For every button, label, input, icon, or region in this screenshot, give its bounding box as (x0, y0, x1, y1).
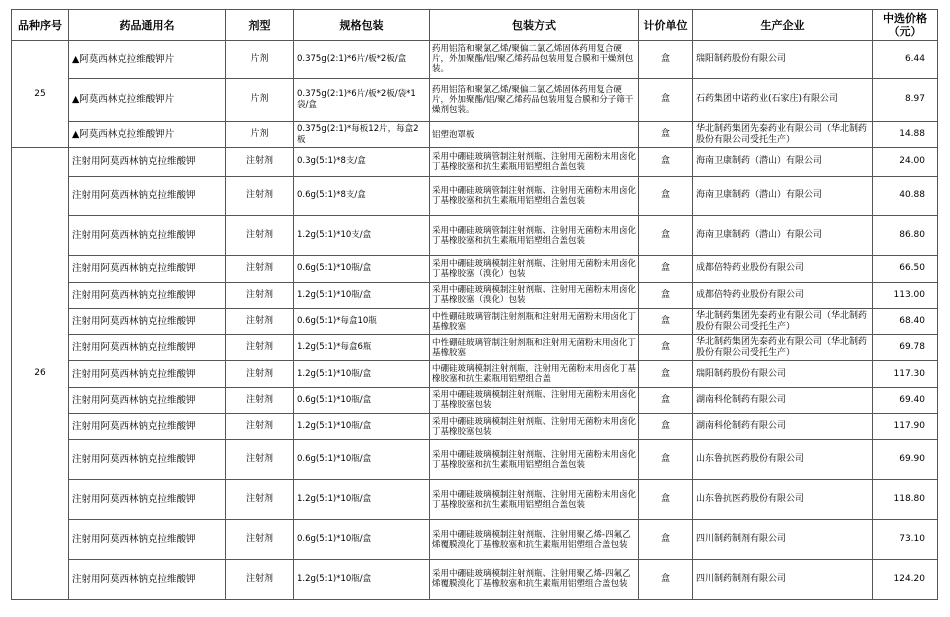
price-cell: 117.90 (873, 413, 938, 439)
table-row (12, 480, 938, 520)
packaging-cell: 中性硼硅玻璃管制注射剂瓶和注射用无菌粉末用卤化丁基橡胶塞 (430, 308, 639, 334)
header-cell-price: 中选价格 （元） (873, 10, 938, 41)
manufacturer-cell: 瑞阳制药股份有限公司 (693, 361, 873, 387)
unit-cell: 盒 (639, 335, 693, 361)
table-row (12, 176, 938, 216)
packaging-cell: 采用中硼硅玻璃管制注射剂瓶、注射用无菌粉末用卤化丁基橡胶塞和抗生素瓶用铝塑组合盖包装 (430, 176, 639, 216)
table-row (12, 282, 938, 308)
price-cell: 117.30 (873, 361, 938, 387)
packaging-cell: 采用中硼硅玻璃管制注射剂瓶、注射用无菌粉末用卤化丁基橡胶塞和抗生素瓶用铝塑组合盖包装 (430, 148, 639, 176)
dosage-form-cell: 注射剂 (226, 308, 294, 334)
unit-cell: 盒 (639, 121, 693, 147)
drug-name-cell: 注射用阿莫西林钠克拉维酸钾 (69, 256, 226, 282)
table-row (12, 335, 938, 361)
spec-cell: 0.6g(5:1)*每盒10瓶 (294, 308, 430, 334)
unit-cell: 盒 (639, 41, 693, 79)
dosage-form-cell: 注射剂 (226, 148, 294, 176)
price-cell: 66.50 (873, 256, 938, 282)
unit-cell: 盒 (639, 216, 693, 256)
manufacturer-cell: 湖南科伦制药有限公司 (693, 413, 873, 439)
unit-cell: 盒 (639, 176, 693, 216)
packaging-cell: 采用中硼硅玻璃管制注射剂瓶、注射用无菌粉末用卤化丁基橡胶塞和抗生素瓶用铝塑组合盖包装 (430, 216, 639, 256)
manufacturer-cell: 湖南科伦制药有限公司 (693, 387, 873, 413)
spec-cell: 1.2g(5:1)*10支/盒 (294, 216, 430, 256)
packaging-cell: 采用中硼硅玻璃模制注射剂瓶、注射用无菌粉末用卤化丁基橡胶塞和抗生素瓶用铝塑组合盖包装 (430, 480, 639, 520)
drug-name-cell: 注射用阿莫西林钠克拉维酸钾 (69, 176, 226, 216)
spec-cell: 1.2g(5:1)*10瓶/盒 (294, 282, 430, 308)
spec-cell: 1.2g(5:1)*每盒6瓶 (294, 335, 430, 361)
drug-name-cell: 注射用阿莫西林钠克拉维酸钾 (69, 440, 226, 480)
dosage-form-cell: 注射剂 (226, 387, 294, 413)
packaging-cell: 中硼硅玻璃模制注射剂瓶，注射用无菌粉末用卤化丁基橡胶塞和抗生素瓶用铝塑组合盖 (430, 361, 639, 387)
drug-name-cell: ▲阿莫西林克拉维酸钾片 (69, 41, 226, 79)
unit-cell: 盒 (639, 78, 693, 121)
dosage-form-cell: 注射剂 (226, 480, 294, 520)
header-cell-unit: 计价单位 (639, 10, 693, 41)
dosage-form-cell: 注射剂 (226, 361, 294, 387)
drug-name-cell: ▲阿莫西林克拉维酸钾片 (69, 78, 226, 121)
drug-name-cell: 注射用阿莫西林钠克拉维酸钾 (69, 308, 226, 334)
spec-cell: 0.375g(2:1)*6片/板*2板/盒 (294, 41, 430, 79)
manufacturer-cell: 山东鲁抗医药股份有限公司 (693, 480, 873, 520)
price-cell: 69.78 (873, 335, 938, 361)
manufacturer-cell: 四川制药制剂有限公司 (693, 559, 873, 599)
dosage-form-cell: 注射剂 (226, 176, 294, 216)
header-cell-pack: 包装方式 (430, 10, 639, 41)
packaging-cell: 药用铝箔和聚氯乙烯/聚偏二氯乙烯固体药用复合硬片，外加聚酯/铝/聚乙烯药品包装用复合膜和干燥剂包装。 (430, 41, 639, 79)
spec-cell: 0.6g(5:1)*10瓶/盒 (294, 440, 430, 480)
drug-name-cell: 注射用阿莫西林钠克拉维酸钾 (69, 282, 226, 308)
packaging-cell: 铝塑泡罩板 (430, 121, 639, 147)
drug-price-table (11, 9, 938, 600)
unit-cell: 盒 (639, 559, 693, 599)
packaging-cell: 采用中硼硅玻璃模制注射剂瓶、注射用无菌粉末用卤化丁基橡胶塞和抗生素瓶用铝塑组合盖包装 (430, 440, 639, 480)
dosage-form-cell: 注射剂 (226, 256, 294, 282)
header-cell-form: 剂型 (226, 10, 294, 41)
price-cell: 6.44 (873, 41, 938, 79)
drug-name-cell: 注射用阿莫西林钠克拉维酸钾 (69, 148, 226, 176)
spec-cell: 1.2g(5:1)*10瓶/盒 (294, 413, 430, 439)
header-cell-maker: 生产企业 (693, 10, 873, 41)
manufacturer-cell: 四川制药制剂有限公司 (693, 520, 873, 560)
manufacturer-cell: 瑞阳制药股份有限公司 (693, 41, 873, 79)
manufacturer-cell: 山东鲁抗医药股份有限公司 (693, 440, 873, 480)
drug-name-cell: 注射用阿莫西林钠克拉维酸钾 (69, 559, 226, 599)
spec-cell: 0.6g(5:1)*10瓶/盒 (294, 256, 430, 282)
spec-cell: 1.2g(5:1)*10瓶/盒 (294, 480, 430, 520)
dosage-form-cell: 片剂 (226, 121, 294, 147)
table-row (12, 148, 938, 176)
drug-name-cell: 注射用阿莫西林钠克拉维酸钾 (69, 413, 226, 439)
drug-name-cell: 注射用阿莫西林钠克拉维酸钾 (69, 387, 226, 413)
table-row (12, 256, 938, 282)
spec-cell: 0.375g(2:1)*6片/板*2板/袋*1袋/盒 (294, 78, 430, 121)
price-cell: 73.10 (873, 520, 938, 560)
manufacturer-cell: 海南卫康制药（潜山）有限公司 (693, 148, 873, 176)
unit-cell: 盒 (639, 413, 693, 439)
dosage-form-cell: 注射剂 (226, 216, 294, 256)
packaging-cell: 中性硼硅玻璃管制注射剂瓶和注射用无菌粉末用卤化丁基橡胶塞 (430, 335, 639, 361)
price-cell: 68.40 (873, 308, 938, 334)
drug-name-cell: 注射用阿莫西林钠克拉维酸钾 (69, 335, 226, 361)
dosage-form-cell: 注射剂 (226, 520, 294, 560)
table-row (12, 413, 938, 439)
manufacturer-cell: 石药集团中诺药业(石家庄)有限公司 (693, 78, 873, 121)
header-row (12, 10, 938, 41)
manufacturer-cell: 海南卫康制药（潜山）有限公司 (693, 216, 873, 256)
price-cell: 124.20 (873, 559, 938, 599)
dosage-form-cell: 片剂 (226, 78, 294, 121)
spec-cell: 0.375g(2:1)*每板12片，每盒2板 (294, 121, 430, 147)
drug-name-cell: 注射用阿莫西林钠克拉维酸钾 (69, 361, 226, 387)
packaging-cell: 采用中硼硅玻璃模制注射剂瓶、注射用无菌粉末用卤化丁基橡胶塞包装 (430, 387, 639, 413)
packaging-cell: 采用中硼硅玻璃模制注射剂瓶、注射用聚乙烯-四氟乙烯覆膜溴化丁基橡胶塞和抗生素瓶用铝塑组合盖包装 (430, 520, 639, 560)
table-body (12, 41, 938, 600)
price-cell: 86.80 (873, 216, 938, 256)
manufacturer-cell: 华北制药集团先泰药业有限公司（华北制药股份有限公司受托生产） (693, 308, 873, 334)
drug-name-cell: 注射用阿莫西林钠克拉维酸钾 (69, 520, 226, 560)
manufacturer-cell: 成都倍特药业股份有限公司 (693, 256, 873, 282)
dosage-form-cell: 注射剂 (226, 282, 294, 308)
dosage-form-cell: 注射剂 (226, 413, 294, 439)
spec-cell: 1.2g(5:1)*10瓶/盒 (294, 361, 430, 387)
price-cell: 118.80 (873, 480, 938, 520)
table-row (12, 121, 938, 147)
drug-name-cell: 注射用阿莫西林钠克拉维酸钾 (69, 216, 226, 256)
spec-cell: 0.6g(5:1)*10瓶/盒 (294, 387, 430, 413)
unit-cell: 盒 (639, 520, 693, 560)
table-row (12, 361, 938, 387)
group-seq-cell: 25 (12, 41, 69, 148)
drug-name-cell: 注射用阿莫西林钠克拉维酸钾 (69, 480, 226, 520)
spec-cell: 0.3g(5:1)*8支/盒 (294, 148, 430, 176)
table-row (12, 559, 938, 599)
unit-cell: 盒 (639, 440, 693, 480)
manufacturer-cell: 成都倍特药业股份有限公司 (693, 282, 873, 308)
manufacturer-cell: 海南卫康制药（潜山）有限公司 (693, 176, 873, 216)
price-cell: 40.88 (873, 176, 938, 216)
unit-cell: 盒 (639, 282, 693, 308)
spec-cell: 1.2g(5:1)*10瓶/盒 (294, 559, 430, 599)
price-cell: 113.00 (873, 282, 938, 308)
manufacturer-cell: 华北制药集团先泰药业有限公司（华北制药股份有限公司受托生产） (693, 335, 873, 361)
unit-cell: 盒 (639, 480, 693, 520)
unit-cell: 盒 (639, 361, 693, 387)
manufacturer-cell: 华北制药集团先泰药业有限公司（华北制药股份有限公司受托生产） (693, 121, 873, 147)
price-cell: 8.97 (873, 78, 938, 121)
unit-cell: 盒 (639, 256, 693, 282)
dosage-form-cell: 注射剂 (226, 559, 294, 599)
packaging-cell: 采用中硼硅玻璃模制注射剂瓶、注射用无菌粉末用卤化丁基橡胶塞（溴化）包装 (430, 282, 639, 308)
price-cell: 24.00 (873, 148, 938, 176)
dosage-form-cell: 注射剂 (226, 335, 294, 361)
dosage-form-cell: 注射剂 (226, 440, 294, 480)
spec-cell: 0.6g(5:1)*10瓶/盒 (294, 520, 430, 560)
unit-cell: 盒 (639, 387, 693, 413)
table-row (12, 41, 938, 79)
table-row (12, 440, 938, 480)
price-cell: 69.90 (873, 440, 938, 480)
table-row (12, 387, 938, 413)
dosage-form-cell: 片剂 (226, 41, 294, 79)
spec-cell: 0.6g(5:1)*8支/盒 (294, 176, 430, 216)
drug-name-cell: ▲阿莫西林克拉维酸钾片 (69, 121, 226, 147)
table-row (12, 216, 938, 256)
header-cell-name: 药品通用名 (69, 10, 226, 41)
packaging-cell: 药用铝箔和聚氯乙烯/聚偏二氯乙烯固体药用复合硬片，外加聚酯/铝/聚乙烯药品包装用复合膜和分子筛干燥剂包装。 (430, 78, 639, 121)
price-cell: 69.40 (873, 387, 938, 413)
group-seq-cell: 26 (12, 148, 69, 600)
price-cell: 14.88 (873, 121, 938, 147)
header-cell-seq: 品种序号 (12, 10, 69, 41)
packaging-cell: 采用中硼硅玻璃模制注射剂瓶、注射用聚乙烯-四氟乙烯覆膜溴化丁基橡胶塞和抗生素瓶用铝塑组合盖包装 (430, 559, 639, 599)
unit-cell: 盒 (639, 308, 693, 334)
header-cell-spec: 规格包装 (294, 10, 430, 41)
packaging-cell: 采用中硼硅玻璃模制注射剂瓶、注射用无菌粉末用卤化丁基橡胶塞包装 (430, 413, 639, 439)
table-row (12, 520, 938, 560)
unit-cell: 盒 (639, 148, 693, 176)
table-row (12, 78, 938, 121)
packaging-cell: 采用中硼硅玻璃模制注射剂瓶、注射用无菌粉末用卤化丁基橡胶塞（溴化）包装 (430, 256, 639, 282)
table-row (12, 308, 938, 334)
